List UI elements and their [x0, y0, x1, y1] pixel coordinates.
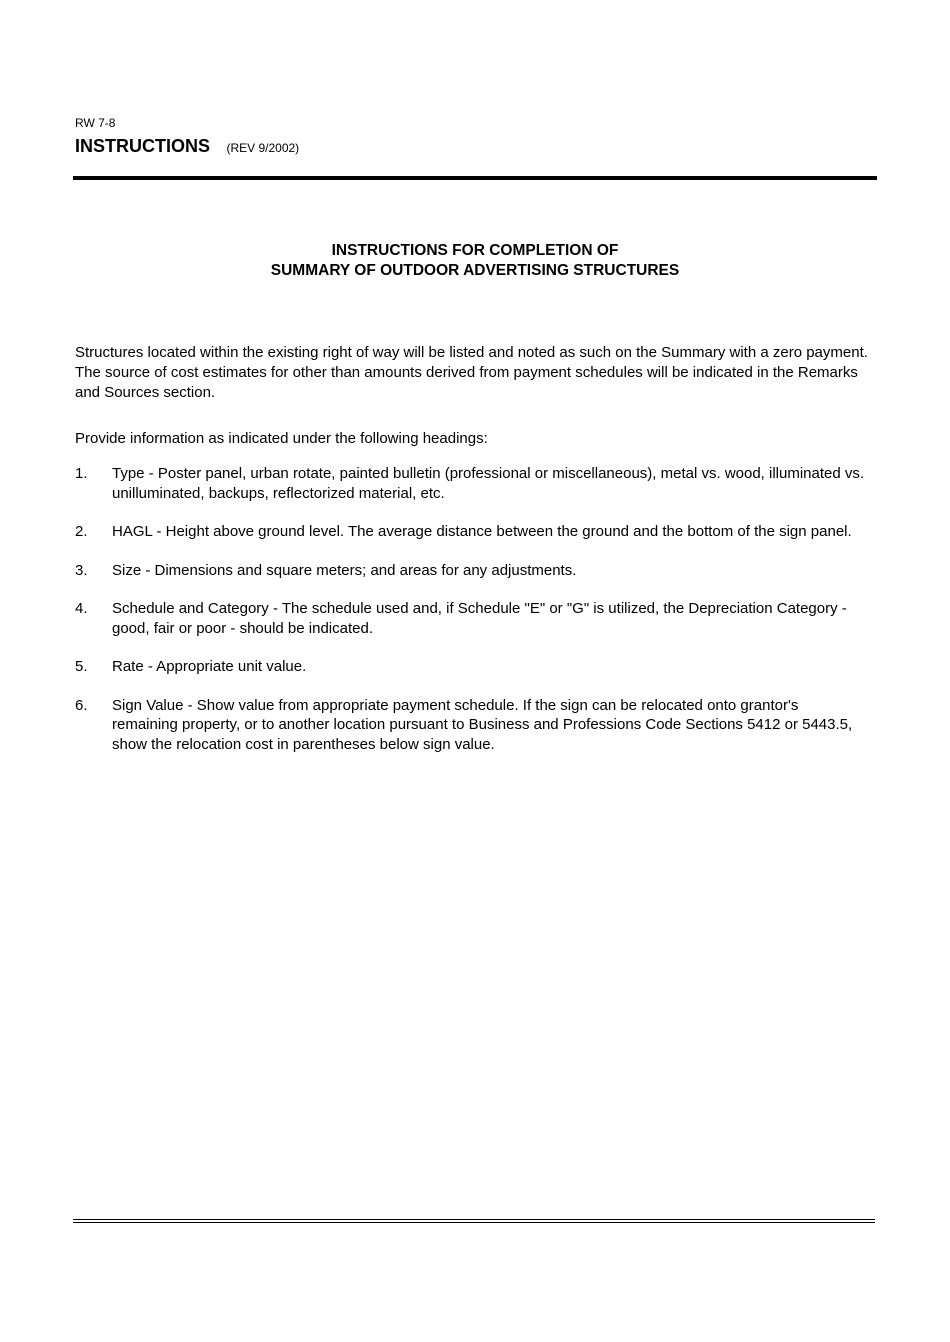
list-item: [75, 657, 875, 677]
list-item-number: 1.: [75, 465, 88, 482]
document-heading-line-2: SUMMARY OF OUTDOOR ADVERTISING STRUCTURES: [270, 262, 680, 279]
document-heading-line-1: INSTRUCTIONS FOR COMPLETION OF: [331, 242, 619, 259]
intro-paragraph: Structures located within the existing right of way will be listed and noted as such on the Summary with a zero payment. The source of cost estimates for other than amounts derived from payment schedules will be indicated in the Remarks and Sources section.: [75, 344, 868, 401]
revision-date: (REV 9/2002): [226, 141, 300, 155]
list-item-text: Schedule and Category - The schedule used and, if Schedule "E" or "G" is utilized, the Depreciation Category - good, fair or poor - should be indicated.: [112, 600, 847, 637]
list-item: [75, 599, 875, 638]
list-item: [75, 522, 875, 542]
list-item-number: 6.: [75, 696, 88, 714]
header-divider: [73, 176, 877, 180]
list-item: [75, 561, 875, 581]
page-header: [75, 135, 299, 157]
lead-in-paragraph: Provide information as indicated under the following headings:: [75, 430, 488, 447]
list-item-text: Rate - Appropriate unit value.: [112, 658, 307, 675]
list-item-text: Type - Poster panel, urban rotate, painted bulletin (professional or miscellaneous), metal vs. wood, illuminated vs. unilluminated, backups, reflectorized material, etc.: [112, 465, 865, 502]
list-item-number: 4.: [75, 600, 88, 617]
instructions-list: [75, 464, 875, 773]
list-item-text: Sign Value - Show value from appropriate payment schedule. If the sign can be relocated onto grantor's remaining property, or to another location pursuant to Business and Professions Code Sections 5412 or 5443.5, show the relocation cost in parentheses below sign value.: [112, 696, 853, 753]
list-item: [75, 464, 875, 503]
page-title: INSTRUCTIONS: [75, 136, 210, 156]
list-item-text: HAGL - Height above ground level. The average distance between the ground and the bottom of the sign panel.: [112, 523, 852, 540]
list-item-number: 3.: [75, 561, 88, 579]
list-item-number: 2.: [75, 523, 88, 540]
form-number: RW 7-8: [75, 116, 116, 130]
footer-divider: [73, 1219, 875, 1223]
list-item-text: Size - Dimensions and square meters; and areas for any adjustments.: [112, 561, 577, 579]
list-item-number: 5.: [75, 658, 88, 675]
document-heading: [0, 241, 950, 281]
list-item: [75, 696, 875, 755]
